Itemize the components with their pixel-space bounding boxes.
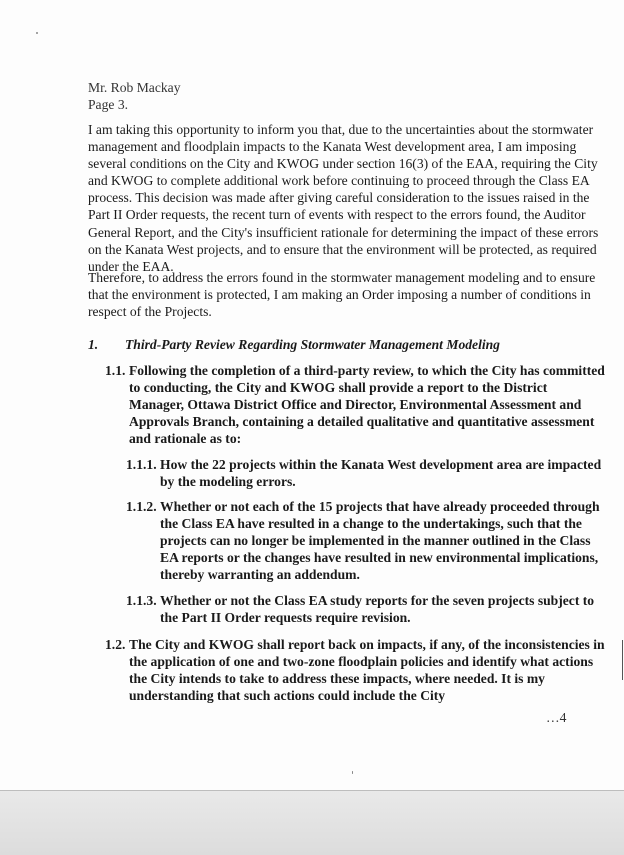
recipient-name: Mr. Rob Mackay (88, 80, 181, 95)
condition-item-1-2 (105, 636, 605, 704)
section-number: 1. (88, 337, 99, 352)
scan-speck (352, 771, 353, 774)
section-heading (88, 336, 608, 353)
item-label: 1.1.1. (126, 457, 157, 472)
item-label: 1.1.2. (126, 499, 157, 514)
scanner-bed-edge (0, 790, 624, 855)
order-paragraph: Therefore, to address the errors found in the stormwater management modeling and to ensure that the environment is protected, I am making an Order imposing a number of conditions in respect of the Projects. (88, 270, 596, 320)
condition-item-1-1-1 (126, 456, 606, 490)
scan-speck (36, 32, 38, 34)
letter-header (88, 79, 181, 113)
item-text: Following the completion of a third-party review, to which the City has committed to conducting, the City and KWOG shall provide a report to the District Manager, Ottawa District Office and Director, Environmental Assessment and Approvals Branch, containing a detailed qualitative and quantitative assessment and rationale as to: (129, 363, 605, 447)
item-label: 1.1. (105, 363, 126, 378)
condition-item-1-1-3 (126, 592, 606, 626)
continuation-marker: …4 (546, 710, 567, 725)
section-title: Third-Party Review Regarding Stormwater Management Modeling (125, 337, 500, 352)
intro-paragraph: I am taking this opportunity to inform you that, due to the uncertainties about the stormwater management and floodplain impacts to the Kanata West development area, I am imposing several conditions on the City and KWOG under section 16(3) of the EAA, requiring the City and KWOG to complete additional work before continuing to proceed through the Class EA process. This decision was made after giving careful consideration to the issues raised in the Part II Order requests, the recent turn of events with respect to the errors found, the Auditor General Report, and the City's insufficient rationale for determining the impact of these errors on the Kanata West projects, and to ensure that the environment will be protected, as required under the EAA. (88, 122, 599, 274)
item-text: Whether or not each of the 15 projects that have already proceeded through the Class EA have resulted in a change to the undertakings, such that the projects can no longer be implemented in the manner outlined in the Class EA reports or the changes have resulted in new environmental implications, thereby warranting an addendum. (160, 499, 600, 583)
item-text: How the 22 projects within the Kanata West development area are impacted by the modeling errors. (160, 457, 602, 490)
item-text: Whether or not the Class EA study reports for the seven projects subject to the Part II Order requests require revision. (160, 593, 595, 626)
item-text: The City and KWOG shall report back on impacts, if any, of the inconsistencies in the application of one and two-zone floodplain policies and identify what actions the City intends to take to address these impacts, where needed. It is my understanding that such actions could include the City (129, 637, 605, 704)
page-number: Page 3. (88, 97, 129, 113)
item-label: 1.1.3. (126, 593, 157, 608)
scan-edge-mark (622, 640, 623, 680)
item-label: 1.2. (105, 637, 126, 652)
condition-item-1-1 (105, 362, 605, 447)
condition-item-1-1-2 (126, 498, 606, 583)
